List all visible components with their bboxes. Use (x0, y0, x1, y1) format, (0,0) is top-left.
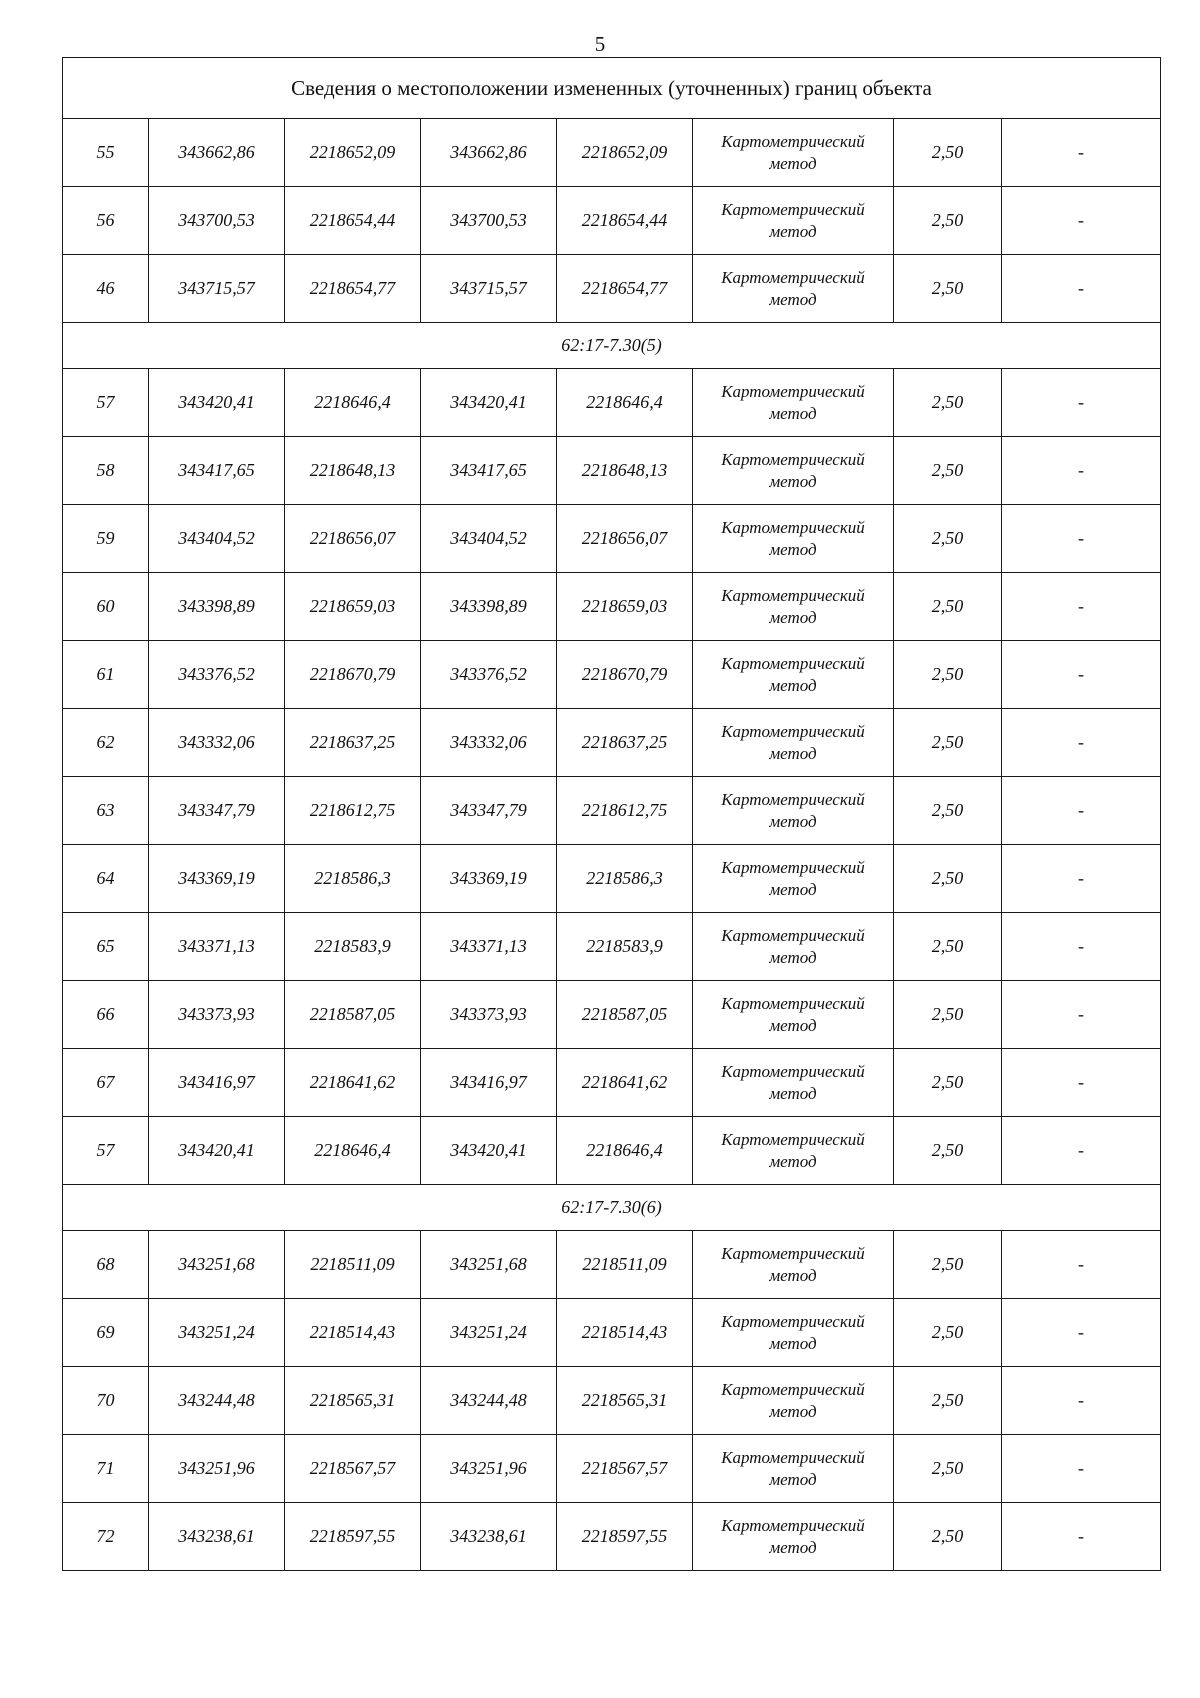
note-cell: - (1002, 981, 1161, 1049)
method-text: Картометрический (721, 993, 865, 1013)
refined-x-cell: 343662,86 (421, 119, 557, 187)
method-cell (693, 981, 894, 1049)
method-text: метод (769, 1083, 817, 1103)
refined-y-cell: 2218597,55 (557, 1503, 693, 1571)
refined-x-cell: 343251,24 (421, 1299, 557, 1367)
method-text: Картометрический (721, 1243, 865, 1263)
method-text: Картометрический (721, 1129, 865, 1149)
existing-x-cell: 343332,06 (149, 709, 285, 777)
table-row (63, 1299, 1161, 1367)
method-text: метод (769, 947, 817, 967)
existing-x-cell: 343420,41 (149, 369, 285, 437)
table-row (63, 845, 1161, 913)
accuracy-cell: 2,50 (894, 1299, 1002, 1367)
accuracy-cell: 2,50 (894, 187, 1002, 255)
table-row (63, 981, 1161, 1049)
boundary-coordinates-table (62, 57, 1161, 1571)
refined-x-cell: 343417,65 (421, 437, 557, 505)
table-title: Сведения о местоположении измененных (уточненных) границ объекта (63, 58, 1161, 119)
refined-x-cell: 343700,53 (421, 187, 557, 255)
point-number-cell: 68 (63, 1231, 149, 1299)
note-cell: - (1002, 255, 1161, 323)
point-number-cell: 59 (63, 505, 149, 573)
method-cell (693, 437, 894, 505)
note-cell: - (1002, 1049, 1161, 1117)
note-cell: - (1002, 187, 1161, 255)
existing-y-cell: 2218586,3 (285, 845, 421, 913)
point-number-cell: 57 (63, 369, 149, 437)
accuracy-cell: 2,50 (894, 981, 1002, 1049)
method-cell (693, 1117, 894, 1185)
refined-x-cell: 343238,61 (421, 1503, 557, 1571)
point-number-cell: 56 (63, 187, 149, 255)
section-label: 62:17-7.30(6) (63, 1185, 1161, 1231)
existing-x-cell: 343251,96 (149, 1435, 285, 1503)
note-cell: - (1002, 1367, 1161, 1435)
page-number: 5 (594, 32, 606, 56)
method-text: Картометрический (721, 267, 865, 287)
refined-y-cell: 2218612,75 (557, 777, 693, 845)
table-row (63, 913, 1161, 981)
method-text: метод (769, 1015, 817, 1035)
table-row (63, 709, 1161, 777)
refined-x-cell: 343244,48 (421, 1367, 557, 1435)
accuracy-cell: 2,50 (894, 1117, 1002, 1185)
accuracy-cell: 2,50 (894, 1435, 1002, 1503)
method-text: метод (769, 811, 817, 831)
table-row (63, 187, 1161, 255)
accuracy-cell: 2,50 (894, 369, 1002, 437)
method-text: метод (769, 1401, 817, 1421)
note-cell: - (1002, 777, 1161, 845)
method-cell (693, 1503, 894, 1571)
table-row (63, 1367, 1161, 1435)
existing-y-cell: 2218652,09 (285, 119, 421, 187)
method-text: Картометрический (721, 1515, 865, 1535)
refined-y-cell: 2218586,3 (557, 845, 693, 913)
method-text: метод (769, 1151, 817, 1171)
accuracy-cell: 2,50 (894, 1231, 1002, 1299)
method-text: метод (769, 153, 817, 173)
existing-x-cell: 343398,89 (149, 573, 285, 641)
refined-y-cell: 2218514,43 (557, 1299, 693, 1367)
refined-y-cell: 2218646,4 (557, 369, 693, 437)
point-number-cell: 62 (63, 709, 149, 777)
existing-x-cell: 343369,19 (149, 845, 285, 913)
accuracy-cell: 2,50 (894, 709, 1002, 777)
method-cell (693, 845, 894, 913)
refined-x-cell: 343404,52 (421, 505, 557, 573)
method-cell (693, 505, 894, 573)
method-text: Картометрический (721, 585, 865, 605)
table-row (63, 641, 1161, 709)
note-cell: - (1002, 709, 1161, 777)
note-cell: - (1002, 1231, 1161, 1299)
method-cell (693, 913, 894, 981)
point-number-cell: 70 (63, 1367, 149, 1435)
existing-x-cell: 343238,61 (149, 1503, 285, 1571)
method-text: метод (769, 879, 817, 899)
method-text: Картометрический (721, 1379, 865, 1399)
method-cell (693, 573, 894, 641)
table-row (63, 777, 1161, 845)
existing-y-cell: 2218597,55 (285, 1503, 421, 1571)
accuracy-cell: 2,50 (894, 119, 1002, 187)
point-number-cell: 71 (63, 1435, 149, 1503)
method-cell (693, 1231, 894, 1299)
method-text: Картометрический (721, 1447, 865, 1467)
refined-y-cell: 2218656,07 (557, 505, 693, 573)
table-row (63, 505, 1161, 573)
existing-y-cell: 2218654,44 (285, 187, 421, 255)
method-text: метод (769, 539, 817, 559)
refined-x-cell: 343251,68 (421, 1231, 557, 1299)
existing-y-cell: 2218565,31 (285, 1367, 421, 1435)
method-text: метод (769, 471, 817, 491)
refined-x-cell: 343715,57 (421, 255, 557, 323)
existing-y-cell: 2218567,57 (285, 1435, 421, 1503)
existing-x-cell: 343404,52 (149, 505, 285, 573)
refined-y-cell: 2218654,44 (557, 187, 693, 255)
table-row (63, 255, 1161, 323)
table-row (63, 573, 1161, 641)
method-text: метод (769, 1469, 817, 1489)
accuracy-cell: 2,50 (894, 913, 1002, 981)
existing-x-cell: 343417,65 (149, 437, 285, 505)
method-text: метод (769, 675, 817, 695)
refined-x-cell: 343332,06 (421, 709, 557, 777)
method-cell (693, 1049, 894, 1117)
method-text: метод (769, 1265, 817, 1285)
accuracy-cell: 2,50 (894, 573, 1002, 641)
refined-y-cell: 2218646,4 (557, 1117, 693, 1185)
existing-y-cell: 2218646,4 (285, 369, 421, 437)
point-number-cell: 64 (63, 845, 149, 913)
point-number-cell: 69 (63, 1299, 149, 1367)
existing-x-cell: 343416,97 (149, 1049, 285, 1117)
refined-x-cell: 343420,41 (421, 1117, 557, 1185)
method-text: метод (769, 1333, 817, 1353)
existing-x-cell: 343347,79 (149, 777, 285, 845)
method-cell (693, 187, 894, 255)
note-cell: - (1002, 437, 1161, 505)
existing-y-cell: 2218637,25 (285, 709, 421, 777)
note-cell: - (1002, 1299, 1161, 1367)
method-cell (693, 119, 894, 187)
method-cell (693, 369, 894, 437)
existing-y-cell: 2218659,03 (285, 573, 421, 641)
method-text: Картометрический (721, 721, 865, 741)
refined-y-cell: 2218648,13 (557, 437, 693, 505)
method-text: Картометрический (721, 199, 865, 219)
table-row (63, 1231, 1161, 1299)
refined-y-cell: 2218637,25 (557, 709, 693, 777)
method-text: Картометрический (721, 925, 865, 945)
note-cell: - (1002, 845, 1161, 913)
refined-x-cell: 343371,13 (421, 913, 557, 981)
method-cell (693, 777, 894, 845)
table-row (63, 1117, 1161, 1185)
existing-x-cell: 343251,24 (149, 1299, 285, 1367)
point-number-cell: 63 (63, 777, 149, 845)
method-text: Картометрический (721, 381, 865, 401)
existing-y-cell: 2218654,77 (285, 255, 421, 323)
method-cell (693, 1367, 894, 1435)
point-number-cell: 57 (63, 1117, 149, 1185)
section-label: 62:17-7.30(5) (63, 323, 1161, 369)
note-cell: - (1002, 573, 1161, 641)
method-cell (693, 1299, 894, 1367)
refined-y-cell: 2218511,09 (557, 1231, 693, 1299)
accuracy-cell: 2,50 (894, 255, 1002, 323)
existing-y-cell: 2218583,9 (285, 913, 421, 981)
existing-y-cell: 2218612,75 (285, 777, 421, 845)
refined-y-cell: 2218565,31 (557, 1367, 693, 1435)
method-cell (693, 709, 894, 777)
method-text: метод (769, 743, 817, 763)
existing-y-cell: 2218641,62 (285, 1049, 421, 1117)
existing-y-cell: 2218656,07 (285, 505, 421, 573)
refined-x-cell: 343373,93 (421, 981, 557, 1049)
point-number-cell: 55 (63, 119, 149, 187)
note-cell: - (1002, 505, 1161, 573)
refined-y-cell: 2218670,79 (557, 641, 693, 709)
note-cell: - (1002, 1117, 1161, 1185)
existing-y-cell: 2218646,4 (285, 1117, 421, 1185)
refined-y-cell: 2218567,57 (557, 1435, 693, 1503)
method-text: Картометрический (721, 1311, 865, 1331)
accuracy-cell: 2,50 (894, 641, 1002, 709)
existing-y-cell: 2218648,13 (285, 437, 421, 505)
method-cell (693, 255, 894, 323)
accuracy-cell: 2,50 (894, 777, 1002, 845)
method-text: метод (769, 221, 817, 241)
refined-y-cell: 2218641,62 (557, 1049, 693, 1117)
method-text: Картометрический (721, 1061, 865, 1081)
method-text: метод (769, 403, 817, 423)
point-number-cell: 61 (63, 641, 149, 709)
point-number-cell: 66 (63, 981, 149, 1049)
method-text: Картометрический (721, 857, 865, 877)
section-header-row (63, 1185, 1161, 1231)
accuracy-cell: 2,50 (894, 437, 1002, 505)
method-cell (693, 1435, 894, 1503)
point-number-cell: 65 (63, 913, 149, 981)
existing-x-cell: 343373,93 (149, 981, 285, 1049)
refined-y-cell: 2218659,03 (557, 573, 693, 641)
refined-x-cell: 343420,41 (421, 369, 557, 437)
method-text: Картометрический (721, 653, 865, 673)
point-number-cell: 60 (63, 573, 149, 641)
refined-y-cell: 2218652,09 (557, 119, 693, 187)
existing-x-cell: 343420,41 (149, 1117, 285, 1185)
point-number-cell: 46 (63, 255, 149, 323)
accuracy-cell: 2,50 (894, 1503, 1002, 1571)
table-row (63, 1435, 1161, 1503)
refined-x-cell: 343369,19 (421, 845, 557, 913)
method-text: Картометрический (721, 789, 865, 809)
existing-x-cell: 343700,53 (149, 187, 285, 255)
section-header-row (63, 323, 1161, 369)
method-cell (693, 641, 894, 709)
note-cell: - (1002, 913, 1161, 981)
note-cell: - (1002, 641, 1161, 709)
refined-x-cell: 343376,52 (421, 641, 557, 709)
method-text: Картометрический (721, 449, 865, 469)
accuracy-cell: 2,50 (894, 1049, 1002, 1117)
note-cell: - (1002, 1503, 1161, 1571)
table-row (63, 1049, 1161, 1117)
refined-y-cell: 2218583,9 (557, 913, 693, 981)
refined-x-cell: 343416,97 (421, 1049, 557, 1117)
table-row (63, 1503, 1161, 1571)
note-cell: - (1002, 119, 1161, 187)
table-row (63, 119, 1161, 187)
existing-y-cell: 2218670,79 (285, 641, 421, 709)
method-text: метод (769, 1537, 817, 1557)
note-cell: - (1002, 1435, 1161, 1503)
existing-x-cell: 343376,52 (149, 641, 285, 709)
existing-x-cell: 343251,68 (149, 1231, 285, 1299)
existing-x-cell: 343244,48 (149, 1367, 285, 1435)
note-cell: - (1002, 369, 1161, 437)
refined-x-cell: 343347,79 (421, 777, 557, 845)
accuracy-cell: 2,50 (894, 1367, 1002, 1435)
table-title-row (63, 58, 1161, 119)
table-row (63, 369, 1161, 437)
existing-y-cell: 2218514,43 (285, 1299, 421, 1367)
existing-x-cell: 343715,57 (149, 255, 285, 323)
refined-x-cell: 343251,96 (421, 1435, 557, 1503)
point-number-cell: 72 (63, 1503, 149, 1571)
method-text: метод (769, 607, 817, 627)
table-row (63, 437, 1161, 505)
method-text: Картометрический (721, 131, 865, 151)
accuracy-cell: 2,50 (894, 845, 1002, 913)
point-number-cell: 58 (63, 437, 149, 505)
method-text: Картометрический (721, 517, 865, 537)
existing-x-cell: 343371,13 (149, 913, 285, 981)
method-text: метод (769, 289, 817, 309)
existing-x-cell: 343662,86 (149, 119, 285, 187)
existing-y-cell: 2218587,05 (285, 981, 421, 1049)
existing-y-cell: 2218511,09 (285, 1231, 421, 1299)
refined-y-cell: 2218587,05 (557, 981, 693, 1049)
point-number-cell: 67 (63, 1049, 149, 1117)
refined-y-cell: 2218654,77 (557, 255, 693, 323)
refined-x-cell: 343398,89 (421, 573, 557, 641)
accuracy-cell: 2,50 (894, 505, 1002, 573)
